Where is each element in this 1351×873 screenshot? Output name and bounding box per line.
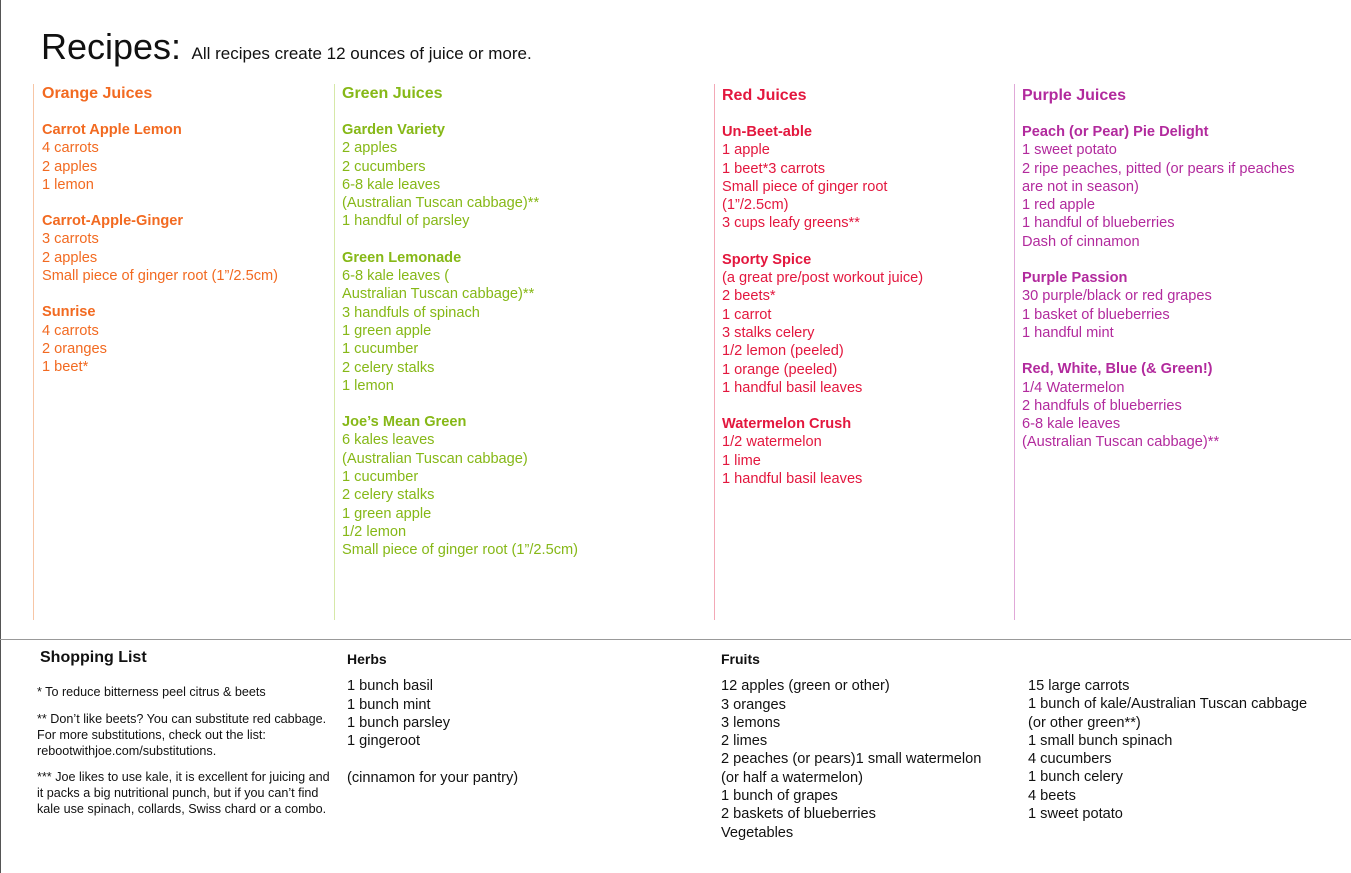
recipe-name: Watermelon Crush — [722, 416, 852, 433]
herbs-list — [347, 650, 518, 787]
ingredient: 1 handful basil leaves — [722, 379, 863, 396]
list-item: Vegetables — [721, 824, 794, 841]
ingredient: 3 stalks celery — [722, 324, 815, 341]
ingredient: 2 cucumbers — [342, 158, 426, 175]
list-item: 1 bunch of grapes — [721, 788, 838, 805]
list-item: 1 gingeroot — [347, 733, 421, 750]
ingredient: 4 carrots — [42, 140, 99, 157]
ingredient: 1 beet* — [42, 359, 89, 376]
ingredient: Dash of cinnamon — [1022, 233, 1140, 250]
ingredient: 2 handfuls of blueberries — [1022, 397, 1182, 414]
list-item: 12 apples (green or other) — [721, 678, 890, 695]
ingredient: 2 celery stalks — [342, 359, 435, 376]
ingredient: 1 handful basil leaves — [722, 471, 863, 488]
column-heading: Red Juices — [722, 87, 807, 104]
list-item: 3 lemons — [721, 714, 781, 731]
recipe-name: Joe’s Mean Green — [342, 414, 467, 431]
recipe-name: Peach (or Pear) Pie Delight — [1022, 124, 1209, 140]
recipe — [1022, 360, 1342, 451]
ingredient: (Australian Tuscan cabbage) — [342, 450, 528, 467]
list-item: 1 sweet potato — [1028, 806, 1123, 823]
column-heading: Orange Juices — [42, 85, 153, 102]
ingredient: 1 sweet potato — [1022, 142, 1117, 159]
ingredient: 1 lemon — [342, 377, 394, 394]
recipe — [1022, 269, 1342, 342]
green-column-rule — [334, 84, 335, 620]
orange-juices-column — [42, 84, 332, 395]
ingredient: 1 lemon — [42, 176, 94, 193]
list-item: 1 bunch of kale/Australian Tuscan cabbage — [1028, 696, 1308, 713]
column-heading: Green Juices — [342, 85, 443, 102]
list-item: 1 bunch mint — [347, 696, 431, 713]
ingredient: Australian Tuscan cabbage)** — [342, 286, 535, 303]
ingredient: 30 purple/black or red grapes — [1022, 288, 1212, 305]
ingredient: 2 apples — [42, 158, 98, 175]
recipe-name: Un-Beet-able — [722, 124, 813, 140]
ingredient: 1 cucumber — [342, 469, 419, 486]
list-item: 1 bunch celery — [1028, 769, 1123, 786]
recipe — [342, 413, 632, 559]
column-heading: Purple Juices — [1022, 87, 1127, 104]
recipe-name: Sporty Spice — [722, 251, 812, 268]
page-left-border — [0, 0, 1, 873]
ingredient: 1/2 lemon (peeled) — [722, 343, 844, 360]
orange-column-rule — [33, 84, 34, 620]
ingredient: (a great pre/post workout juice) — [722, 270, 924, 287]
recipe-name: Garden Variety — [342, 122, 446, 138]
recipe-name: Sunrise — [42, 304, 96, 321]
list-item: 3 oranges — [721, 696, 786, 713]
ingredient: Small piece of ginger root (1”/2.5cm) — [42, 268, 279, 285]
ingredient: 2 apples — [42, 249, 98, 266]
recipe — [42, 303, 332, 376]
ingredient: 3 handfuls of spinach — [342, 304, 480, 321]
ingredient: 6-8 kale leaves — [1022, 416, 1121, 433]
ingredient: 1 green apple — [342, 322, 432, 339]
recipe — [42, 212, 332, 285]
note-peel: * To reduce bitterness peel citrus & beets — [37, 685, 266, 699]
ingredient: 1 orange (peeled) — [722, 361, 838, 378]
ingredient: 4 carrots — [42, 322, 99, 339]
ingredient: 2 oranges — [42, 340, 107, 357]
ingredient: 1 beet*3 carrots — [722, 160, 826, 177]
list-item: 2 limes — [721, 733, 768, 750]
ingredient: Small piece of ginger root (1”/2.5cm) — [342, 542, 579, 559]
ingredient: (Australian Tuscan cabbage)** — [1022, 434, 1220, 451]
ingredient: 1/2 watermelon — [722, 434, 822, 451]
ingredient: 2 apples — [342, 140, 398, 157]
recipe — [722, 251, 1012, 397]
section-divider — [0, 639, 1351, 640]
recipe-name: Carrot Apple Lemon — [42, 122, 182, 138]
list-item: 1 bunch parsley — [347, 714, 451, 731]
red-column-rule — [714, 84, 715, 620]
ingredient: 3 carrots — [42, 231, 99, 248]
green-juices-column — [342, 84, 632, 578]
recipe-name: Red, White, Blue (& Green!) — [1022, 361, 1213, 378]
herbs-heading: Herbs — [347, 651, 387, 667]
ingredient: 1 handful of blueberries — [1022, 215, 1175, 232]
recipe — [342, 121, 632, 231]
fruits-heading: Fruits — [721, 651, 760, 667]
ingredient: 3 cups leafy greens** — [722, 215, 860, 232]
list-item: 2 baskets of blueberries — [721, 806, 876, 823]
list-item: (or half a watermelon) — [721, 769, 863, 786]
list-item: 1 small bunch spinach — [1028, 732, 1173, 749]
list-item: (or other green**) — [1028, 714, 1141, 731]
recipe — [342, 249, 632, 395]
page-title — [41, 26, 532, 68]
ingredient: 1 carrot — [722, 306, 772, 323]
purple-column-rule — [1014, 84, 1015, 620]
list-item: 2 peaches (or pears)1 small watermelon — [721, 751, 982, 768]
ingredient: 1 cucumber — [342, 341, 419, 358]
vegetables-list — [1028, 677, 1307, 823]
list-item: (cinnamon for your pantry) — [347, 769, 519, 786]
recipes-heading: Recipes: — [41, 26, 182, 67]
ingredient: 6-8 kale leaves ( — [342, 268, 450, 285]
recipe — [42, 121, 332, 194]
ingredient: 2 celery stalks — [342, 487, 435, 504]
shopping-list-title: Shopping List — [40, 649, 147, 666]
fruits-list — [721, 650, 981, 842]
ingredient: 6 kales leaves — [342, 432, 435, 449]
list-item: 15 large carrots — [1028, 678, 1130, 694]
ingredient: 2 ripe peaches, pitted (or pears if peaches — [1022, 160, 1295, 177]
recipe — [722, 123, 1012, 233]
recipe — [1022, 123, 1342, 251]
note-kale: *** Joe likes to use kale, it is excellent for juicing and it packs a big nutritional punch, but if you can’t find kale use spinach, collards, Swiss chard or a combo. — [37, 770, 330, 816]
ingredient: 1 handful mint — [1022, 324, 1114, 341]
list-item: 4 beets — [1028, 787, 1076, 804]
red-juices-column — [722, 86, 1012, 506]
ingredient: 1 lime — [722, 452, 761, 469]
recipes-subtitle: All recipes create 12 ounces of juice or more. — [191, 44, 532, 63]
ingredient: 1 red apple — [1022, 197, 1096, 214]
ingredient: 1 basket of blueberries — [1022, 306, 1170, 323]
ingredient: (1”/2.5cm) — [722, 197, 789, 214]
ingredient: are not in season) — [1022, 178, 1139, 195]
recipe-name: Carrot-Apple-Ginger — [42, 213, 184, 230]
ingredient: (Australian Tuscan cabbage)** — [342, 195, 540, 212]
recipe-name: Green Lemonade — [342, 249, 462, 266]
ingredient: Small piece of ginger root — [722, 178, 888, 195]
list-item: 4 cucumbers — [1028, 751, 1112, 768]
recipe — [722, 415, 1012, 488]
list-spacer — [347, 750, 518, 768]
purple-juices-column — [1022, 86, 1342, 470]
ingredient: 1 handful of parsley — [342, 213, 470, 230]
ingredient: 1 green apple — [342, 505, 432, 522]
recipe-name: Purple Passion — [1022, 270, 1128, 287]
ingredient: 6-8 kale leaves — [342, 176, 441, 193]
ingredient: 1/4 Watermelon — [1022, 379, 1125, 396]
ingredient: 1/2 lemon — [342, 523, 407, 540]
list-item: 1 bunch basil — [347, 678, 434, 695]
note-beets: ** Don’t like beets? You can substitute red cabbage. For more substitutions, check out the list: rebootwithjoe.com/substitutions. — [37, 712, 327, 758]
ingredient: 2 beets* — [722, 288, 776, 305]
ingredient: 1 apple — [722, 142, 770, 159]
